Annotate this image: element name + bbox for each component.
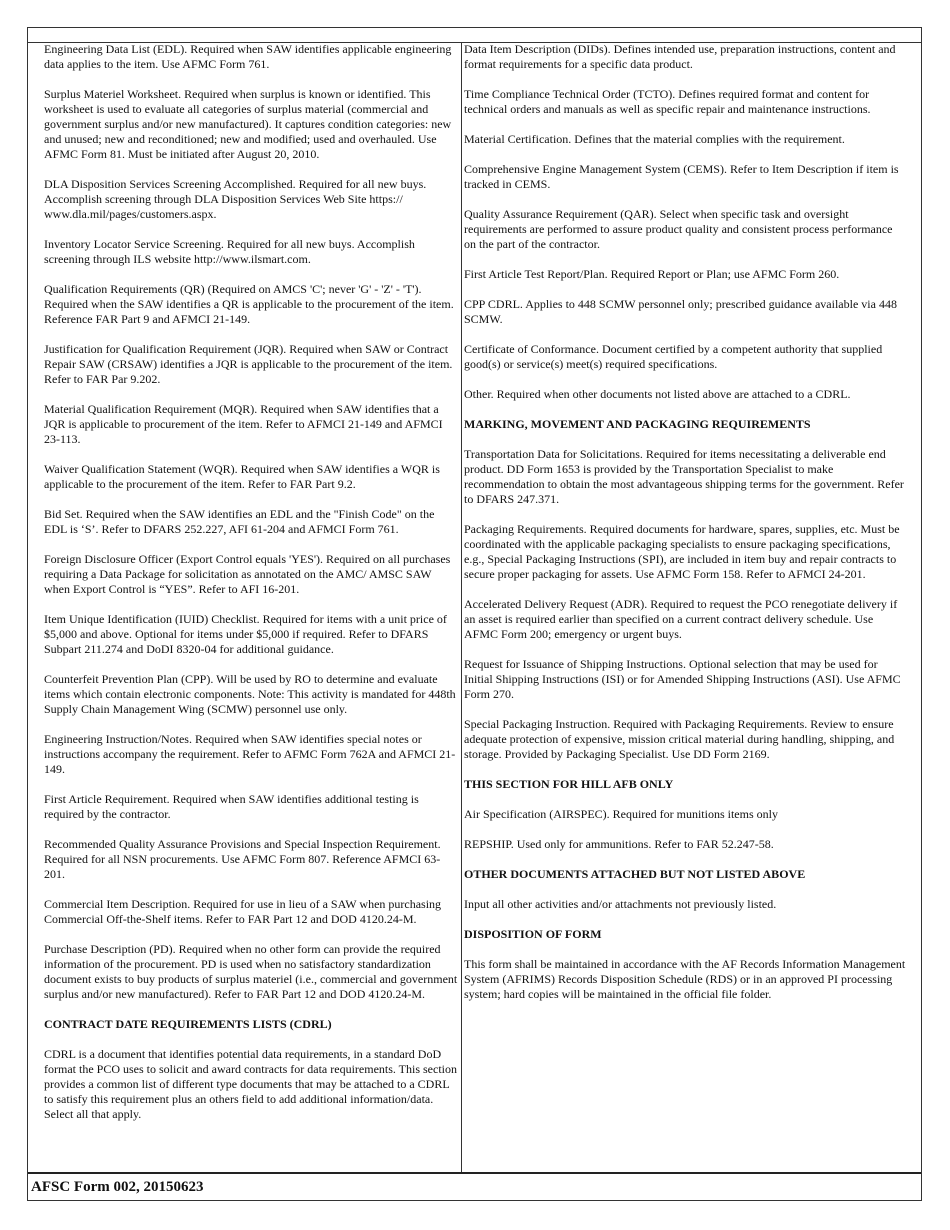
instruction-paragraph: Item Unique Identification (IUID) Checklist. Required for items with a unit price of $5,000 and above. Optional for items under $5,000 if required. Refer to DFARS Subpart 211.274 and DoDI 8320-04 for additional guidance. — [44, 612, 447, 656]
instruction-paragraph: Counterfeit Prevention Plan (CPP). Will be used by RO to determine and evaluate items which contain electronic components. Note: This activity is mandated for 448th Supply Chain Management Wing (SCMW) personnel use only. — [44, 672, 456, 716]
instruction-paragraph: Quality Assurance Requirement (QAR). Select when specific task and oversight requirements are performed to assure product quality and consistent process performance on the part of the contractor. — [464, 207, 893, 251]
instruction-paragraph: This form shall be maintained in accordance with the AF Records Information Management System (AFRIMS) Records Disposition Schedule (RDS) or in an approved PI processing system; hard copies will be maintained in the official file folder. — [464, 957, 906, 1001]
column-divider — [461, 42, 462, 1173]
right-column — [464, 42, 906, 1017]
instruction-paragraph: Engineering Data List (EDL). Required when SAW identifies applicable engineering data applies to the item. Use AFMC Form 761. — [44, 42, 452, 71]
instruction-paragraph: Input all other activities and/or attachments not previously listed. — [464, 897, 777, 911]
instruction-paragraph: Recommended Quality Assurance Provisions and Special Inspection Requirement. Required for all NSN procurements. Use AFMC Form 807. Reference AFMCI 63-201. — [44, 837, 441, 881]
instruction-paragraph: Surplus Materiel Worksheet. Required when surplus is known or identified. This worksheet is used to evaluate all categories of surplus material (commercial and government surplus and/or new manufactured). It captures condition categories: new and unused; new and reconditioned; new and modified; used and overhauled. Use AFMC Form 81. Must be initiated after August 20, 2010. — [44, 87, 452, 161]
form-number-label: AFSC Form 002, 20150623 — [31, 1179, 204, 1195]
instruction-paragraph: Data Item Description (DIDs). Defines intended use, preparation instructions, content and format requirements for a specific data product. — [464, 42, 896, 71]
instruction-paragraph: Request for Issuance of Shipping Instructions. Optional selection that may be used for Initial Shipping Instructions (ISI) or for Amended Shipping Instructions (ASI). Use AFMC Form 270. — [464, 657, 901, 701]
section-heading: OTHER DOCUMENTS ATTACHED BUT NOT LISTED ABOVE — [464, 867, 806, 881]
instruction-paragraph: Accelerated Delivery Request (ADR). Required to request the PCO renegotiate delivery if an asset is required earlier than specified on a current contract delivery schedule. Use AFMC Form 200; emergency or urgent buys. — [464, 597, 898, 641]
instruction-paragraph: REPSHIP. Used only for ammunitions. Refer to FAR 52.247-58. — [464, 837, 774, 851]
section-heading: THIS SECTION FOR HILL AFB ONLY — [464, 777, 674, 791]
left-column — [44, 42, 458, 1137]
instruction-paragraph: Air Specification (AIRSPEC). Required for munitions items only — [464, 807, 778, 821]
instruction-paragraph: Comprehensive Engine Management System (CEMS). Refer to Item Description if item is tracked in CEMS. — [464, 162, 899, 191]
instruction-paragraph: Material Certification. Defines that the material complies with the requirement. — [464, 132, 845, 146]
instruction-paragraph: CPP CDRL. Applies to 448 SCMW personnel only; prescribed guidance available via 448 SCMW. — [464, 297, 897, 326]
instruction-paragraph: Foreign Disclosure Officer (Export Control equals 'YES'). Required on all purchases requiring a Data Package for solicitation as annotated on the AMC/ AMSC SAW when Export Control is “YES”. Refer to AFI 16-201. — [44, 552, 451, 596]
section-heading: DISPOSITION OF FORM — [464, 927, 602, 941]
instruction-paragraph: Packaging Requirements. Required documents for hardware, spares, supplies, etc. Must be coordinated with the applicable packaging specialists to ensure packaging specifications, e.g., Special Packaging Instructions (SPI), are included in item buy and repair contracts to secure proper packaging for assets. Use AFMC Form 158. Refer to AFMCI 24-201. — [464, 522, 900, 581]
instruction-paragraph: Purchase Description (PD). Required when no other form can provide the required information of the procurement. PD is used when no satisfactory standardization document exists to buy products of surplus materiel (i.e., commercial and government surplus and/or new manufactured). Refer to FAR Part 12 and DOD 4120.24-M. — [44, 942, 458, 1001]
instruction-paragraph: Bid Set. Required when the SAW identifies an EDL and the "Finish Code" on the EDL is ‘S’. Refer to DFARS 252.227, AFI 61-204 and AFMCI Form 761. — [44, 507, 435, 536]
instruction-paragraph: First Article Requirement. Required when SAW identifies additional testing is required by the contractor. — [44, 792, 419, 821]
instruction-paragraph: Special Packaging Instruction. Required with Packaging Requirements. Review to ensure adequate protection of expensive, mission critical material during handling, shipping, and storage. Provided by Packaging Specialist. Use DD Form 2169. — [464, 717, 895, 761]
instruction-paragraph: First Article Test Report/Plan. Required Report or Plan; use AFMC Form 260. — [464, 267, 840, 281]
instruction-paragraph: Transportation Data for Solicitations. Required for items necessitating a deliverable end product. DD Form 1653 is provided by the Transportation Specialist to make recommendation to obtain the most advantageous shipping terms for the government. Refer to DFARS 247.371. — [464, 447, 904, 506]
instruction-paragraph: Qualification Requirements (QR) (Required on AMCS 'C'; never 'G' - 'Z' - 'T'). Required when the SAW identifies a QR is applicable to the procurement of the item. Reference FAR Part 9 and AFMCI 21-149. — [44, 282, 454, 326]
instruction-paragraph: Material Qualification Requirement (MQR). Required when SAW identifies that a JQR is applicable to procurement of the item. Refer to AFMCI 21-149 and AFMCI 23-113. — [44, 402, 443, 446]
top-header-bar — [28, 28, 921, 43]
form-page-frame — [27, 27, 922, 1201]
instruction-paragraph: Waiver Qualification Statement (WQR). Required when SAW identifies a WQR is applicable to the procurement of the item. Refer to FAR Part 9.2. — [44, 462, 440, 491]
content-area — [28, 42, 921, 1173]
section-heading: CONTRACT DATE REQUIREMENTS LISTS (CDRL) — [44, 1017, 332, 1031]
instruction-paragraph: Inventory Locator Service Screening. Required for all new buys. Accomplish screening through ILS website http://www.ilsmart.com. — [44, 237, 415, 266]
instruction-paragraph: Time Compliance Technical Order (TCTO). Defines required format and content for technical orders and manuals as well as specific repair and maintenance instructions. — [464, 87, 871, 116]
instruction-paragraph: Engineering Instruction/Notes. Required when SAW identifies special notes or instructions accompany the requirement. Refer to AFMC Form 762A and AFMCI 21-149. — [44, 732, 456, 776]
section-heading: MARKING, MOVEMENT AND PACKAGING REQUIREMENTS — [464, 417, 811, 431]
instruction-paragraph: Certificate of Conformance. Document certified by a competent authority that supplied good(s) or service(s) meet(s) required specifications. — [464, 342, 883, 371]
instruction-paragraph: CDRL is a document that identifies potential data requirements, in a standard DoD format the PCO uses to solicit and award contracts for data requirements. This section provides a common list of different type documents that may be attached to a CDRL to satisfy this requirement plus an others field to add additional information/data. Select all that apply. — [44, 1047, 458, 1121]
form-footer — [28, 1172, 921, 1200]
instruction-paragraph: DLA Disposition Services Screening Accomplished. Required for all new buys. Accomplish screening through DLA Disposition Services Web Site https:// www.dla.mil/pages/customers.aspx. — [44, 177, 427, 221]
instruction-paragraph: Other. Required when other documents not listed above are attached to a CDRL. — [464, 387, 851, 401]
instruction-paragraph: Commercial Item Description. Required for use in lieu of a SAW when purchasing Commercial Off-the-Shelf items. Refer to FAR Part 12 and DOD 4120.24-M. — [44, 897, 442, 926]
instruction-paragraph: Justification for Qualification Requirement (JQR). Required when SAW or Contract Repair SAW (CRSAW) identifies a JQR is applicable to the procurement of the item. Refer to FAR Par 9.202. — [44, 342, 453, 386]
